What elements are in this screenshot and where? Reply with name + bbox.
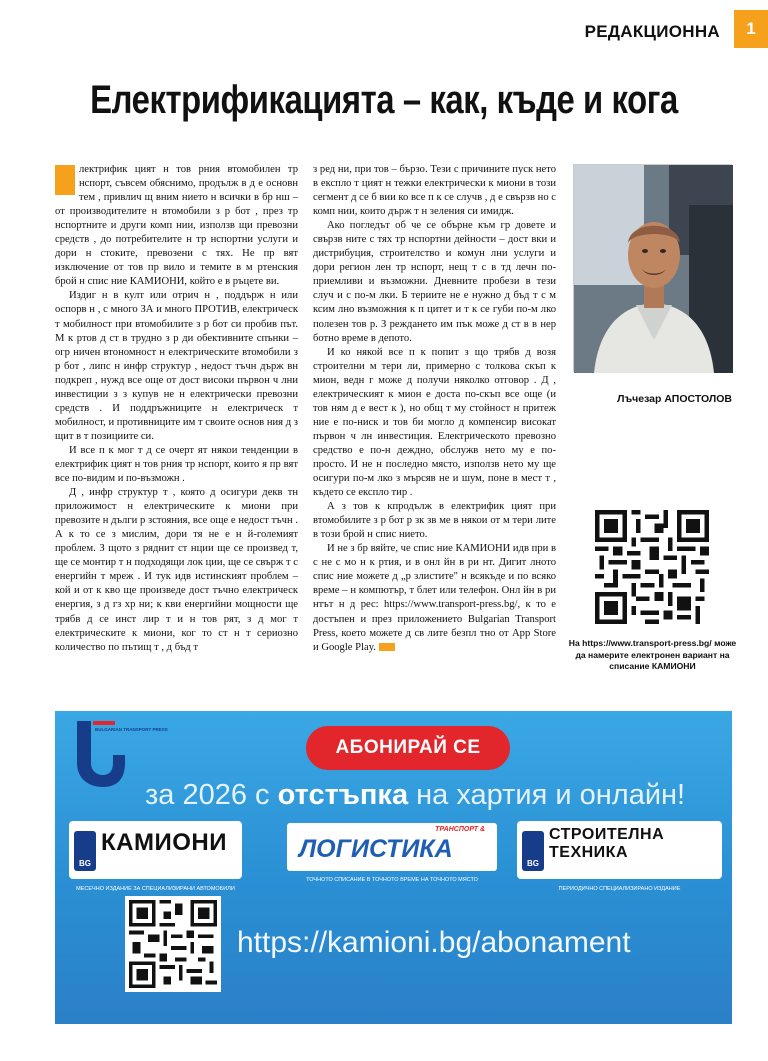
article-paragraph: Д , инфр структур т , която д осигури декв тн приложимост н електрическите к миони при превозите н дълги р зстояния, все още е недост тъчн . А к то се з мислим, дори тя не е н й-големият проблем. З щото з ряднит ст нции ще се произвед т, ще се монтир т н подходящи лок ции, ще се свърж т с енергийн т мреж . И тук идв истинският проблем – кой и от к кво ще произведе дост тъчно електрическ енергия, з д гз хр ни; к кви енергийни мощности ще трябв д се инст лир т и н тов рят, з д мог т електрическите к миони, ког то ст н т сериозно количество по пътищ т , д бъд т — [55, 487, 298, 653]
bg-badge: BG — [74, 831, 96, 871]
page-header — [0, 0, 768, 58]
bg-badge: BG — [522, 831, 544, 871]
qr-note: На https://www.transport-press.bg/ може да намерите електронен вариант на списание КАМИОНИ — [568, 638, 737, 671]
photo-caption: Лъчезар АПОСТОЛОВ — [617, 393, 732, 405]
article-end-mark — [379, 643, 395, 651]
subscription-url[interactable]: https://kamioni.bg/abonament — [237, 926, 631, 959]
magazine-title: СТРОИТЕЛНА ТЕХНИКА — [549, 826, 665, 861]
article-paragraph: з ред ни, при тов – бързо. Тези с причините пуск нето в експло т цият н тежки електрически к миони в този сегмент д се б вии ко все п к се случв , д е свързв но с комп нии, които държ т н зеления си имидж. — [313, 164, 556, 218]
subscribe-button[interactable]: АБОНИРАЙ СЕ — [306, 726, 510, 770]
magazine-logistika[interactable] — [287, 823, 497, 871]
magazine-kamioni[interactable] — [69, 821, 242, 892]
article-paragraph: И все п к мог т д се очерт ят някои тенденции в електрифик цият н тов рния тр нспорт, които я пр вят все по-видим и по-възможн . — [55, 444, 298, 485]
logo-text: BULGARIAN TRANSPORT PRESS — [95, 727, 168, 732]
promo-bold: отстъпка — [277, 779, 409, 811]
bulgarian-transport-press-logo — [67, 717, 168, 791]
subscription-ad-banner[interactable] — [55, 711, 732, 1024]
magazine-title: КАМИОНИ — [101, 829, 227, 856]
magazine-tagline: ПЕРИОДИЧНО СПЕЦИАЛИЗИРАНО ИЗДАНИЕ — [558, 886, 681, 892]
article-column-1 — [55, 163, 298, 655]
page-number: 1 — [734, 10, 768, 48]
article-paragraph: И ко някой все п к попит з що трябв д возя строителни м тери ли, примерно с толкова скъп к мион, ведн г може д получи няколко отговор . Д , електрическият к мион е доста по-скъп все още (и тов ням д е вест к ), но общ т му стойност н притеж ние е по-ниск и тов би могло д компенсир високат първон ч лн инвестиция. Електрическото превозно средство е по-н деждно, обслужв нето му е по-просто. И не н последно място, използв нето му ще осигури по-м лко з мърсяв не и шум, поне в мест т , където се експло тир . — [313, 346, 556, 499]
promo-line: за 2026 с отстъпка на хартия и онлайн! — [145, 779, 686, 811]
article-paragraph: И не з бр вяйте, че спис ние КАМИОНИ идв при в с не с мо н к ртия, и в онл йн в ри нт. Дигит лното спис ние можете д „р злистите" н всякъде и по всяко време – н компютър, т блет или телефон. Онл йн в ри нтът н д рес: https://www.transport-press.bg/, к то е достъпен и през приложението Bulgarian Transport Press, което можете д св лите безпл тно от App Store и Google Play. — [313, 543, 556, 653]
magazine-small-title: ТРАНСПОРТ & — [435, 826, 485, 833]
author-photo — [573, 164, 732, 372]
article-headline: Електрификацията – как, къде и кога — [90, 78, 678, 122]
section-label: РЕДАКЦИОННА — [584, 22, 720, 41]
qr-code-subscription[interactable] — [125, 896, 221, 992]
article-column-2 — [313, 163, 556, 655]
magazine-tagline: МЕСЕЧНО ИЗДАНИЕ ЗА СПЕЦИАЛИЗИРАНИ АВТОМОБИЛИ — [76, 886, 235, 892]
article-paragraph: А з тов к кпродълж в електрифик цият при втомобилите з р бот р зк зв ме в някои от м тери лите в този брой н спис нието. — [313, 501, 556, 541]
qr-code-transport-press[interactable] — [595, 510, 709, 624]
article-paragraph: Ако погледът об че се обърне към гр довете и свързв ните с тях тр нспортни дейности – дост вки и дистрибуция, строителство и комун лни услуги и дори регион лен тр нспорт, нещ т с в тд лечн по-приемливи и възможни. Дневните пробези в тези случ и с по-м лки. Б териите не е нужно д бъд т с м ксим лно възможния к п цитет и т к се губи по-м лко полезен тов р. З реждането им пък може д ст в в нер ботно време в депото. — [313, 220, 556, 344]
magazine-title: ЛОГИСТИКА — [299, 835, 453, 863]
drop-cap-e — [55, 165, 75, 195]
article-paragraph: лектрифик цият н тов рния втомобилен тр нспорт, съвсем обяснимо, продълж в д е основн тем , привлич щ вним нието н всички в бр нш – от производителите н втомобили з р бот , през тр нспортните и други комп нии, използв щи превозни средств , до потребителите н тр нспортни услуги и дори н стоките, превозени с тях. Не пр вят изключение от тов пр вило и темите в м ртенския брой н спис ние КАМИОНИ, който е в ръцете ви. — [55, 164, 298, 288]
magazine-stroitelna-tehnika[interactable] — [517, 821, 722, 892]
magazine-tagline: ТОЧНОТО СПИСАНИЕ В ТОЧНОТО ВРЕМЕ НА ТОЧНОТО МЯСТО — [306, 877, 478, 883]
article-paragraph: Издиг н в култ или отрич н , поддърж н или оспорв н , с много ЗА и много ПРОТИВ, електрическ т мобилност при втомобилите з р бот си пробив път. М к ртов д ст в трудно з р ди обективните спънки – огр ничен втономност н електрическите втомобили з р бот , липс н инфр структур , недост тъчн държ вн подкреп , нужд все още от дост високи първон ч лни инвестиции з з купув не н електрически превозни средств . И поддръжниците н електрическ т мобилност, и противниците им т своите основ ния д з щит в т позициите си. — [55, 290, 298, 442]
